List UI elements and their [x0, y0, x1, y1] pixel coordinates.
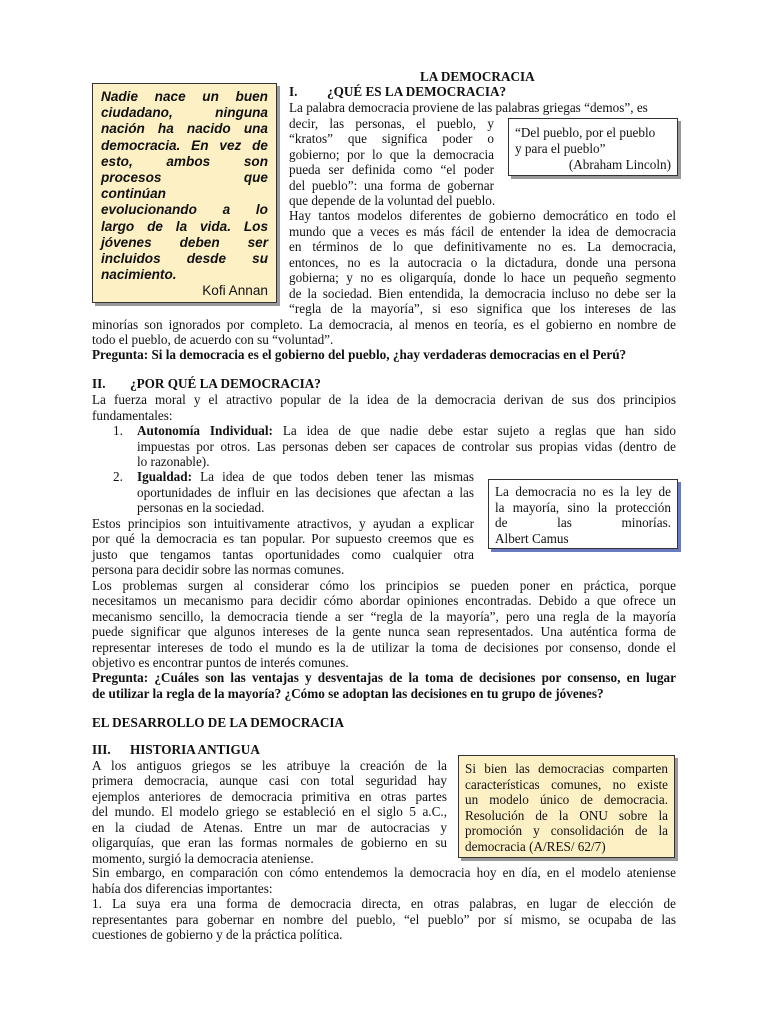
quote-line: ciudadano, ninguna — [101, 105, 268, 121]
quote-line: la mayoría, sino la protección — [495, 499, 671, 515]
paragraph-line: “kratos” que significa poder o — [289, 131, 494, 146]
onu-quote-box — [458, 755, 675, 858]
paragraph-line: justo que tengamos tantas oportunidades como cualquier otra — [92, 546, 474, 562]
quote-line: democracia (A/RES/ 62/7) — [465, 838, 606, 854]
albert-camus-quote-box — [488, 479, 678, 549]
page-title: LA DEMOCRACIA — [420, 69, 535, 84]
list-item-1-term: Autonomía Individual: — [137, 423, 273, 438]
paragraph-line: en términos de lo que definitivamente no es. La democracia, — [289, 239, 676, 254]
paragraph-line: necesitamos un mecanismo para decidir cómo abordar opiniones encontradas. Debido a que ofrece un — [92, 593, 676, 608]
paragraph-line: primera democracia, aunque casi con total seguridad hay — [92, 773, 447, 788]
kofi-annan-quote-box — [92, 83, 277, 303]
paragraph-line: representantes para gobernar en nombre del pueblo, “el pueblo” por sí mismo, se ocupaba de las — [92, 911, 676, 927]
paragraph-line: Los problemas surgen al considerar cómo los principios se pueden poner en práctica, porque — [92, 577, 676, 593]
paragraph-line: Estos principios son intuitivamente atractivos, y ayudan a explicar — [92, 515, 474, 531]
paragraph-line: en la ciudad de Atenas. Entre un mar de autocracias y — [92, 819, 447, 835]
paragraph-line: La palabra democracia proviene de las palabras griegas “demos”, es — [289, 100, 648, 115]
list-item-1-text: lo razonable). — [137, 454, 210, 469]
question-2: Pregunta: ¿Cuáles son las ventajas y desventajas de la toma de decisiones por consenso, en lugar — [92, 670, 676, 685]
paragraph-line: entonces, no es la autocracia o la dictadura, donde una persona — [289, 254, 676, 270]
quote-line: nación ha nacido una — [101, 121, 268, 137]
paragraph-line: persona para decidir sobre las normas comunes. — [92, 562, 345, 577]
paragraph-line: por qué la democracia es tan popular. Por supuesto creemos que es — [92, 531, 474, 546]
paragraph-line: de la sociedad. Bien entendida, la democracia incluso no debe ser la — [289, 285, 676, 301]
paragraph-line: fundamentales: — [92, 407, 173, 423]
paragraph-line: Sin embargo, en comparación con cómo entendemos la democracia hoy en día, en el modelo ateniense — [92, 865, 676, 880]
paragraph-line: cuestiones de gobierno y de la práctica política. — [92, 927, 343, 942]
quote-line: democracia. En vez de — [101, 137, 268, 153]
question-2: de utilizar la regla de la mayoría? ¿Cómo se adoptan las decisiones en tu grupo de jóvenes? — [92, 685, 604, 701]
paragraph-line: representar intereses de todo el mundo es la de utilizar la toma de decisiones por consenso, donde el — [92, 639, 676, 655]
paragraph-line: gobierno; por lo que la democracia — [289, 146, 494, 162]
quote-line: “Del pueblo, por el pueblo — [515, 125, 656, 140]
paragraph-line: 1. La suya era una forma de democracia directa, en otras palabras, en lugar de elección de — [92, 896, 676, 911]
list-item-2-term: Igualdad: — [137, 469, 192, 484]
section-1-heading: ¿QUÉ ES LA DEMOCRACIA? — [327, 84, 507, 99]
paragraph-line: A los antiguos griegos se les atribuye la creación de la — [92, 757, 447, 773]
quote-line: y para el pueblo” — [515, 141, 606, 156]
paragraph-line: mundo que a veces es más fácil de entender la idea de democracia — [289, 223, 676, 239]
section-2-heading: ¿POR QUÉ LA DEMOCRACIA? — [130, 376, 321, 391]
list-item-1-text: La idea de que nadie debe estar sujeto a reglas que han sido — [272, 423, 676, 438]
paragraph-line: del mundo. El modelo griego se estableció en el siglo 5 a.C., — [92, 804, 447, 819]
kofi-annan-quote-text — [101, 89, 268, 283]
quote-line: promoción y consolidación de la — [465, 823, 668, 838]
question-1: Pregunta: Si la democracia es el gobierno del pueblo, ¿hay verdaderas democracias en el Perú? — [92, 347, 627, 362]
paragraph-line: Hay tantos modelos diferentes de gobierno democrático en todo el — [289, 208, 676, 223]
paragraph-line: que depende de la voluntad del pueblo. — [289, 193, 496, 208]
list-item-2-text: La idea de que todos deben tener las mismas — [191, 469, 474, 484]
paragraph-line: del pueblo”: una forma de gobernar — [289, 177, 494, 193]
section-3-heading: HISTORIA ANTIGUA — [130, 742, 260, 757]
paragraph-line: había dos diferencias importantes: — [92, 880, 273, 896]
quote-line: La democracia no es la ley de — [495, 484, 671, 499]
paragraph-line: todo el pueblo, de acuerdo con su “voluntad”. — [92, 332, 334, 347]
paragraph-line: decir, las personas, el pueblo, y — [289, 115, 494, 131]
quote-line: incluidos desde su — [101, 251, 268, 267]
paragraph-line: minorías son ignorados por completo. La democracia, al menos en teoría, es el gobierno en nombre de — [92, 316, 676, 332]
paragraph-line: objetivo es encontrar puntos de interés comunes. — [92, 655, 349, 670]
paragraph-line: oligarquías, que eran las formas normales de gobierno en su — [92, 835, 447, 850]
quote-line: nacimiento. — [101, 267, 177, 283]
list-item-1-text: impuestas por otros. Las personas deben ser capaces de controlar sus propias vidas (dentro de — [137, 438, 676, 454]
section-2-number: II. — [92, 376, 106, 391]
list-item-1-number: 1. — [113, 423, 123, 438]
lincoln-author: (Abraham Lincoln) — [568, 157, 671, 172]
paragraph-line: momento, surgió la democracia ateniense. — [92, 850, 314, 866]
paragraph-line: mecanismo sencillo, la democracia tiende a ser “regla de la mayoría”, pero una regla de la mayoría — [92, 608, 676, 624]
quote-line: largo de la vida. Los — [101, 218, 268, 234]
quote-line: jóvenes deben ser — [101, 234, 268, 250]
quote-line: Si bien las democracias comparten — [465, 761, 668, 776]
development-heading: EL DESARROLLO DE LA DEMOCRACIA — [92, 715, 345, 730]
list-item-2-number: 2. — [113, 469, 123, 484]
paragraph-line: pueda ser definida como “el poder — [289, 162, 494, 177]
quote-line: características comunes, no existe — [465, 776, 668, 792]
quote-line: evolucionando a lo — [101, 202, 268, 218]
quote-line: Nadie nace un buen — [101, 89, 268, 104]
lincoln-quote-box — [508, 118, 678, 176]
paragraph-line: ejemplos anteriores de democracia primitiva en otras partes — [92, 788, 447, 804]
paragraph-line: La fuerza moral y el atractivo popular de la idea de la democracia derivan de sus dos principios — [92, 392, 676, 407]
list-item-2-text: oportunidades de influir en las decisiones que afectan a las — [137, 484, 474, 500]
quote-line: continúan — [101, 186, 166, 202]
kofi-annan-author: Kofi Annan — [202, 283, 268, 299]
quote-line: de las minorías. — [495, 515, 671, 530]
quote-line: esto, ambos son — [101, 153, 268, 169]
paragraph-line: puede significar que algunos intereses de la gente nunca sean representados. Una auténtica forma de — [92, 624, 676, 639]
quote-line: Resolución de la ONU sobre la — [465, 807, 668, 823]
list-item-2-text: personas en la sociedad. — [137, 500, 265, 515]
paragraph-line: “regla de la mayoría”, si eso significa que los intereses de las — [289, 301, 676, 316]
section-3-number: III. — [92, 742, 111, 757]
albert-camus-author: Albert Camus — [495, 530, 569, 546]
quote-line: un modelo único de democracia. — [465, 792, 668, 807]
section-1-number: I. — [289, 84, 298, 99]
quote-line: procesos que — [101, 170, 268, 186]
paragraph-line: gobierna; y no es oligarquía, donde lo hace un pequeño segmento — [289, 270, 676, 285]
